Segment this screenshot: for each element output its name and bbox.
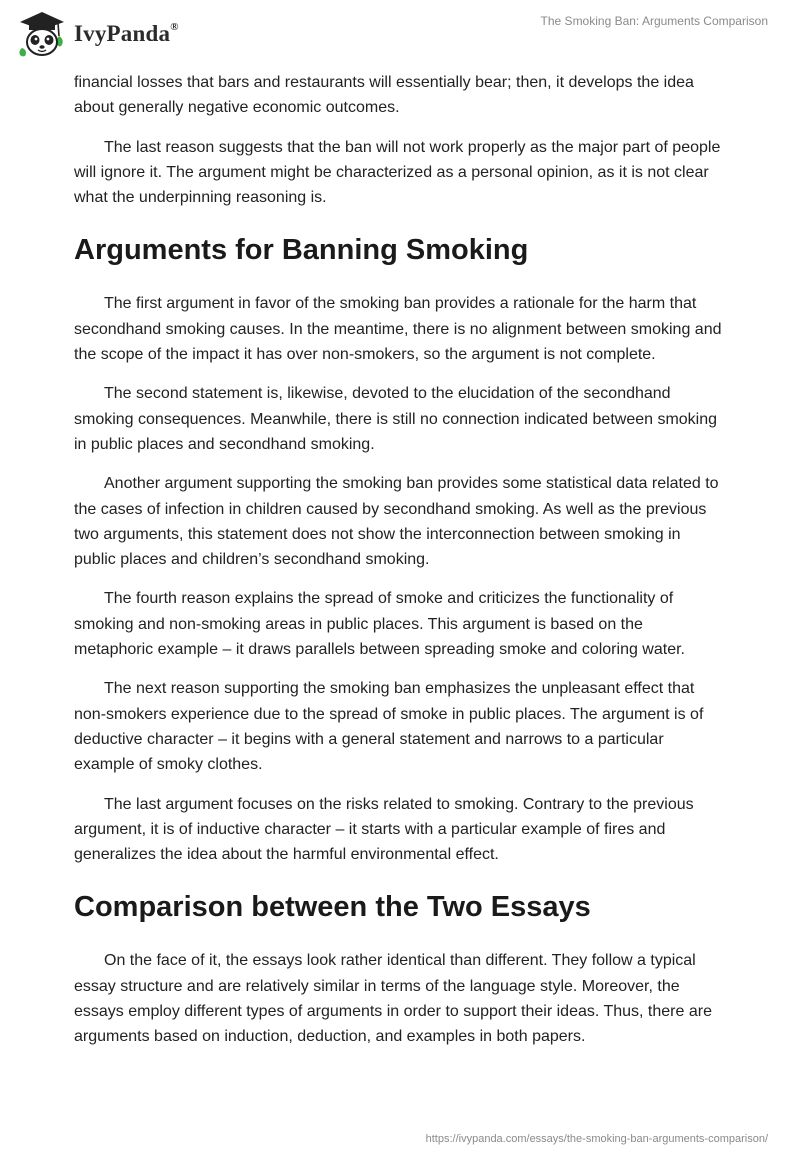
essay-body [74,70,726,1050]
paragraph-continued: financial losses that bars and restaurants will essentially bear; then, it develops the idea about generally negative economic outcomes. [74,74,694,117]
footer-source-url[interactable]: https://ivypanda.com/essays/the-smoking-ban-arguments-comparison/ [425,1133,768,1145]
paragraph-for-1: The first argument in favor of the smoking ban provides a rationale for the harm that secondhand smoking causes. In the meantime, there is no alignment between smoking and the scope of the impact it has over non-smokers, so the argument is not complete. [74,295,722,364]
paragraph-for-5: The next reason supporting the smoking ban emphasizes the unpleasant effect that non-smokers experience due to the spread of smoke in public places. The argument is of deductive character – it begins with a general statement and narrows to a particular example of smoky clothes. [74,680,704,774]
heading-arguments-for: Arguments for Banning Smoking [74,234,529,267]
ivypanda-logo[interactable] [14,8,179,60]
panda-graduate-icon [14,8,70,60]
heading-comparison: Comparison between the Two Essays [74,891,591,924]
paragraph-for-4: The fourth reason explains the spread of smoke and criticizes the functionality of smoking and non-smoking areas in public places. This argument is based on the metaphoric example – it draws parallels between spreading smoke and coloring water. [74,590,685,659]
logo-registered-mark: ® [170,21,179,34]
logo-wordmark [74,21,179,47]
document-title: The Smoking Ban: Arguments Comparison [540,14,768,28]
logo-text: IvyPanda [74,21,171,46]
paragraph-for-3: Another argument supporting the smoking ban provides some statistical data related to the cases of infection in children caused by secondhand smoking. As well as the previous two arguments, this statement does not show the interconnection between smoking in public places and children’s secondhand smoking. [74,475,719,569]
paragraph-for-2: The second statement is, likewise, devoted to the elucidation of the secondhand smoking consequences. Meanwhile, there is still no connection indicated between smoking in public places and secondhand smoking. [74,385,718,453]
paragraph-last-reason: The last reason suggests that the ban will not work properly as the major part of people will ignore it. The argument might be characterized as a personal opinion, as it is not clear what the underpinning reasoning is. [74,138,721,207]
paragraph-for-6: The last argument focuses on the risks related to smoking. Contrary to the previous argument, it is of inductive character – it starts with a particular example of fires and generalizes the idea about the harmful environmental effect. [74,795,694,864]
paragraph-comparison: On the face of it, the essays look rather identical than different. They follow a typical essay structure and are relatively similar in terms of the language style. Moreover, the essays employ different types of arguments in order to support their ideas. Thus, there are arguments based on induction, deduction, and examples in both papers. [74,952,712,1046]
page-header [0,0,800,70]
